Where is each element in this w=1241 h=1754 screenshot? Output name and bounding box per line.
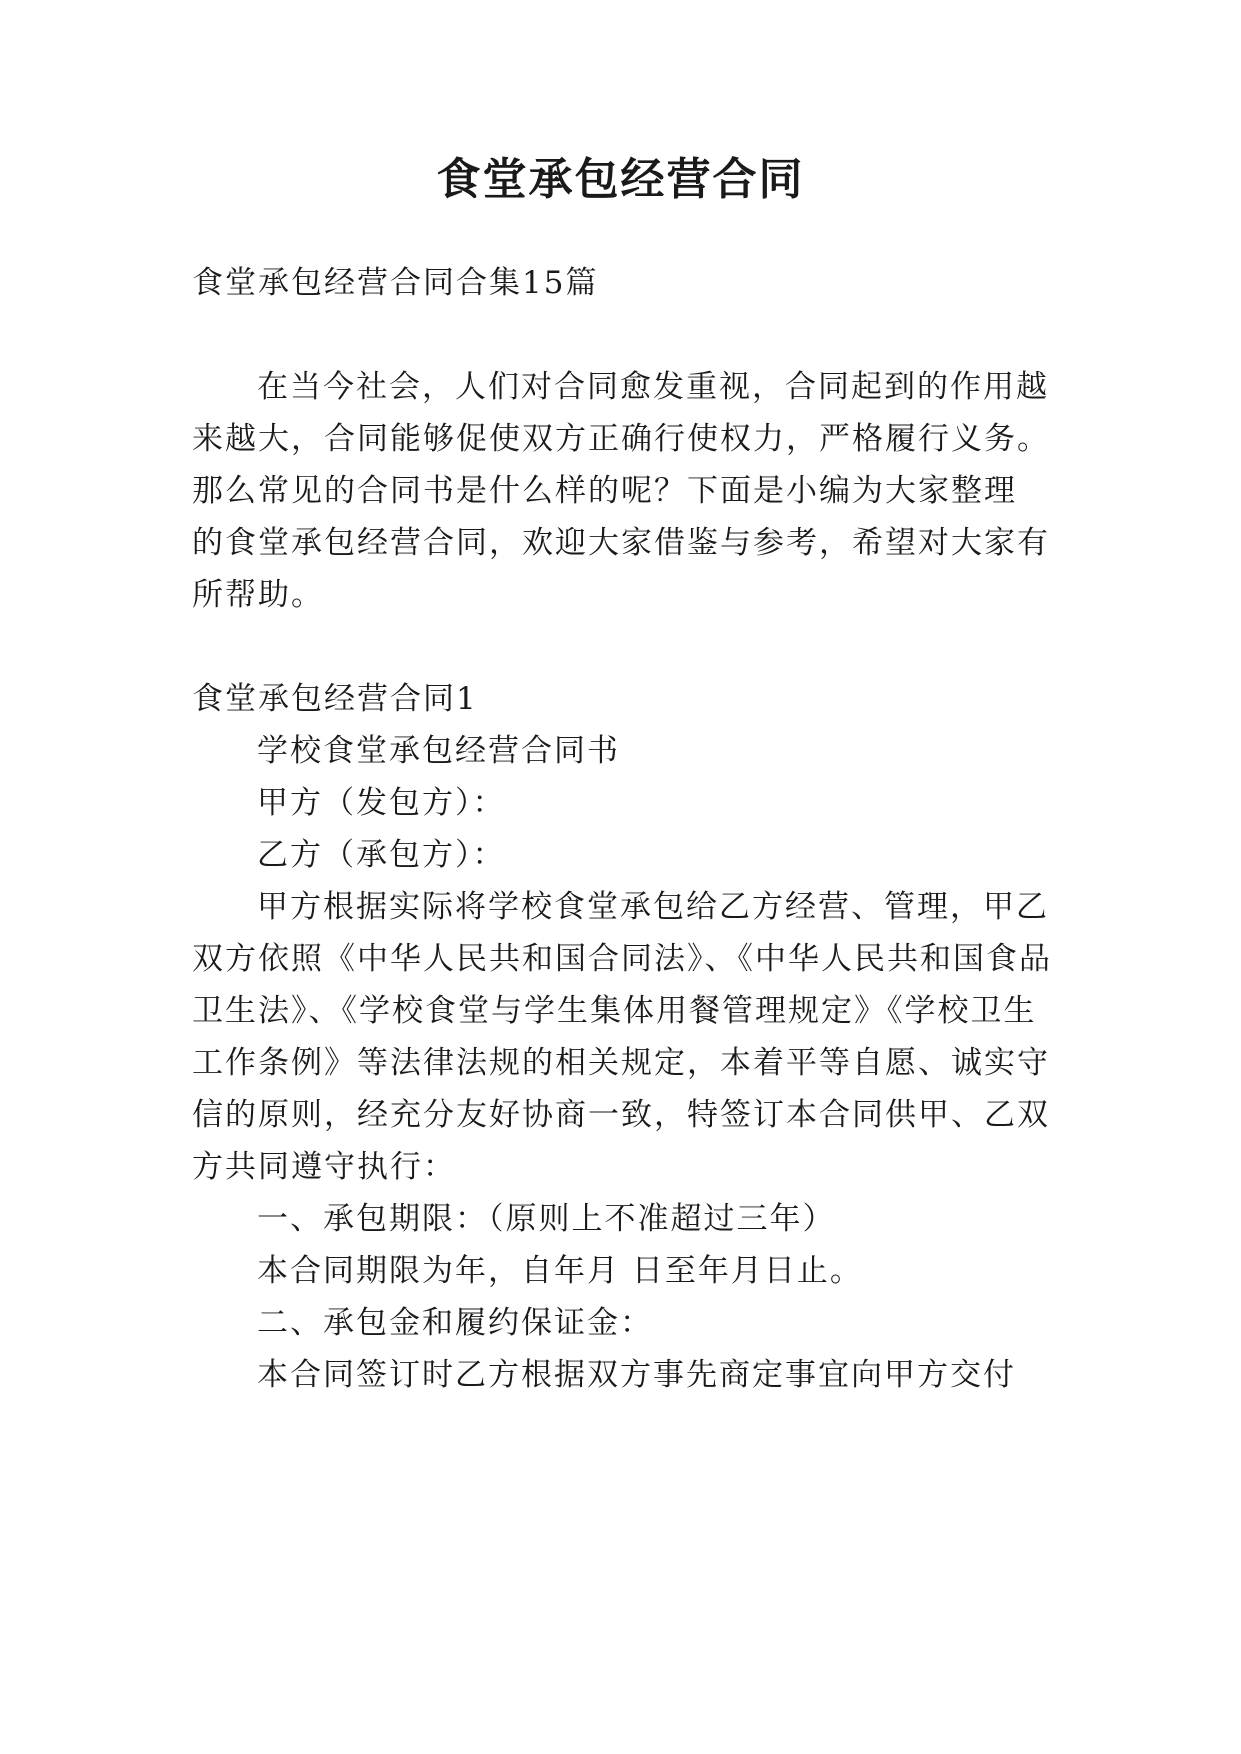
document-title: 食堂承包经营合同 (436, 154, 805, 205)
section-heading: 食堂承包经营合同1 (192, 681, 478, 717)
body-line-4: 工作条例》等法律法规的相关规定，本着平等自愿、诚实守 (192, 1045, 1050, 1081)
intro-line-5: 所帮助。 (192, 577, 324, 613)
clause-2-text: 本合同签订时乙方根据双方事先商定事宜向甲方交付 (257, 1357, 1016, 1393)
intro-line-4: 的食堂承包经营合同，欢迎大家借鉴与参考，希望对大家有 (192, 525, 1050, 561)
party-a-line: 甲方（发包方）： (257, 785, 506, 821)
clause-1-heading: 一、承包期限：（原则上不准超过三年） (257, 1201, 836, 1237)
intro-line-1: 在当今社会，人们对合同愈发重视，合同起到的作用越 (257, 369, 1049, 405)
body-line-2: 双方依照《中华人民共和国合同法》、《中华人民共和国食品 (192, 941, 1052, 977)
body-line-3: 卫生法》、《学校食堂与学生集体用餐管理规定》《学校卫生 (192, 993, 1037, 1029)
clause-1-text: 本合同期限为年，自年月 日至年月日止。 (257, 1253, 863, 1289)
party-b-line: 乙方（承包方）： (257, 837, 506, 873)
intro-line-3: 那么常见的合同书是什么样的呢？下面是小编为大家整理 (192, 473, 1017, 509)
contract-title: 学校食堂承包经营合同书 (257, 733, 620, 769)
body-line-5: 信的原则，经充分友好协商一致，特签订本合同供甲、乙双 (192, 1097, 1050, 1133)
body-line-1: 甲方根据实际将学校食堂承包给乙方经营、管理，甲乙 (257, 889, 1049, 925)
body-line-6: 方共同遵守执行： (192, 1149, 456, 1185)
document-subtitle: 食堂承包经营合同合集15篇 (192, 265, 599, 301)
clause-2-heading: 二、承包金和履约保证金： (257, 1305, 653, 1341)
intro-line-2: 来越大，合同能够促使双方正确行使权力，严格履行义务。 (192, 421, 1050, 457)
